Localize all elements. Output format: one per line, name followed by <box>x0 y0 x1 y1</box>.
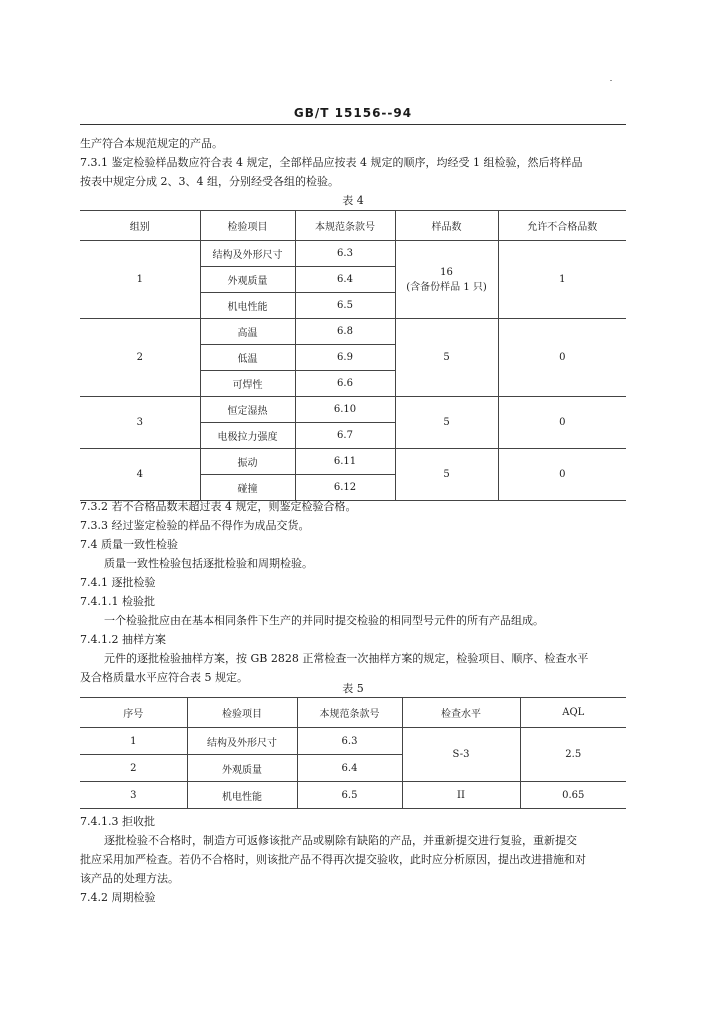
test-item: 可焊性 <box>200 371 295 397</box>
table5-caption: 表 5 <box>342 682 364 695</box>
table-row <box>80 241 626 267</box>
table5-header-level: 检查水平 <box>402 698 520 728</box>
table-row <box>80 319 626 345</box>
table-row <box>80 449 626 475</box>
clause-number: 6.9 <box>295 345 395 371</box>
clause-7-4-1-1-body: 一个检验批应由在基本相同条件下生产的并同时提交检验的相同型号元件的所有产品组成。 <box>104 614 544 627</box>
table4-header-item: 检验项目 <box>200 211 295 241</box>
standard-number-header: GB/T 15156--94 <box>293 106 413 120</box>
test-item: 碰撞 <box>200 475 295 501</box>
table4-header-clause: 本规范条款号 <box>295 211 395 241</box>
allowed-defects: 0 <box>498 319 626 397</box>
sample-count: 5 <box>395 319 498 397</box>
test-item: 高温 <box>200 319 295 345</box>
table5-header-aql: AQL <box>520 698 626 728</box>
sample-count: 5 <box>395 397 498 449</box>
clause-number: 6.8 <box>295 319 395 345</box>
allowed-defects: 0 <box>498 449 626 501</box>
inspection-level: S-3 <box>402 728 520 782</box>
clause-7-3-2: 7.3.2 若不合格品数未超过表 4 规定，则鉴定检验合格。 <box>80 500 357 513</box>
group-number: 3 <box>80 397 200 449</box>
clause-number: 6.3 <box>295 241 395 267</box>
clause-7-4-1-3-line2: 批应采用加严检查。若仍不合格时，则该批产品不得再次提交验收，此时应分析原因，提出改进措施和对 <box>80 853 586 866</box>
table-row <box>80 397 626 423</box>
sample-count: 5 <box>395 449 498 501</box>
group-number: 2 <box>80 319 200 397</box>
row-number: 2 <box>80 755 187 782</box>
paragraph-intro: 生产符合本规范规定的产品。 <box>80 137 223 150</box>
clause-7-3-1-line1: 7.3.1 鉴定检验样品数应符合表 4 规定，全部样品应按表 4 规定的顺序，均经受 1 组检验，然后将样品 <box>80 156 583 169</box>
header-rule <box>80 124 626 125</box>
table4-header-row <box>80 211 626 241</box>
clause-number: 6.5 <box>295 293 395 319</box>
test-item: 恒定湿热 <box>200 397 295 423</box>
clause-7-3-1-line2: 按表中规定分成 2、3、4 组，分别经受各组的检验。 <box>80 175 339 188</box>
scan-speck <box>610 80 612 81</box>
clause-7-4-1-heading: 7.4.1 逐批检验 <box>80 576 156 589</box>
test-item: 机电性能 <box>187 782 297 809</box>
table-row <box>80 728 626 755</box>
test-item: 机电性能 <box>200 293 295 319</box>
clause-7-4-body: 质量一致性检验包括逐批检验和周期检验。 <box>104 557 313 570</box>
aql-value: 2.5 <box>520 728 626 782</box>
aql-value: 0.65 <box>520 782 626 809</box>
clause-number: 6.4 <box>297 755 402 782</box>
clause-7-4-heading: 7.4 质量一致性检验 <box>80 538 178 551</box>
clause-7-4-1-2-line1: 元件的逐批检验抽样方案，按 GB 2828 正常检查一次抽样方案的规定，检验项目、顺序、检查水平 <box>104 652 589 665</box>
group-number: 4 <box>80 449 200 501</box>
sample-count-note: (含备份样品 1 只) <box>406 281 487 293</box>
table4-header-group: 组别 <box>80 211 200 241</box>
clause-number: 6.5 <box>297 782 402 809</box>
table-5 <box>80 697 626 809</box>
table-4 <box>80 210 626 501</box>
clause-7-4-1-2-heading: 7.4.1.2 抽样方案 <box>80 633 166 646</box>
table5-header-clause: 本规范条款号 <box>297 698 402 728</box>
sample-count-value: 16 <box>440 266 453 278</box>
clause-number: 6.6 <box>295 371 395 397</box>
clause-number: 6.3 <box>297 728 402 755</box>
clause-number: 6.7 <box>295 423 395 449</box>
sample-count <box>395 241 498 319</box>
test-item: 低温 <box>200 345 295 371</box>
row-number: 1 <box>130 735 137 747</box>
allowed-defects: 0 <box>498 397 626 449</box>
table5-header-no: 序号 <box>80 698 187 728</box>
clause-number: 6.11 <box>295 449 395 475</box>
table-row <box>80 782 626 809</box>
test-item: 结构及外形尺寸 <box>200 241 295 267</box>
clause-7-4-1-2-line2: 及合格质量水平应符合表 5 规定。 <box>80 671 248 684</box>
allowed-defects: 1 <box>498 241 626 319</box>
table4-header-allowed: 允许不合格品数 <box>498 211 626 241</box>
table5-header-row <box>80 698 626 728</box>
clause-7-4-1-3-line3: 该产品的处理方法。 <box>80 872 179 885</box>
test-item: 电极拉力强度 <box>200 423 295 449</box>
clause-7-3-3: 7.3.3 经过鉴定检验的样品不得作为成品交货。 <box>80 519 310 532</box>
clause-7-4-2-heading: 7.4.2 周期检验 <box>80 891 156 904</box>
test-item: 结构及外形尺寸 <box>187 728 297 755</box>
clause-7-4-1-3-line1: 逐批检验不合格时，制造方可返修该批产品或剔除有缺陷的产品，并重新提交进行复验，重新提交 <box>104 834 577 847</box>
group-number: 1 <box>80 241 200 319</box>
table5-header-item: 检验项目 <box>187 698 297 728</box>
test-item: 振动 <box>200 449 295 475</box>
test-item: 外观质量 <box>200 267 295 293</box>
table4-header-samples: 样品数 <box>395 211 498 241</box>
table4-caption: 表 4 <box>342 194 364 207</box>
clause-number: 6.12 <box>295 475 395 501</box>
clause-7-4-1-3-heading: 7.4.1.3 拒收批 <box>80 815 155 828</box>
row-number: 3 <box>80 782 187 809</box>
inspection-level: II <box>402 782 520 809</box>
test-item: 外观质量 <box>187 755 297 782</box>
clause-number: 6.4 <box>295 267 395 293</box>
clause-number: 6.10 <box>295 397 395 423</box>
clause-7-4-1-1-heading: 7.4.1.1 检验批 <box>80 595 155 608</box>
